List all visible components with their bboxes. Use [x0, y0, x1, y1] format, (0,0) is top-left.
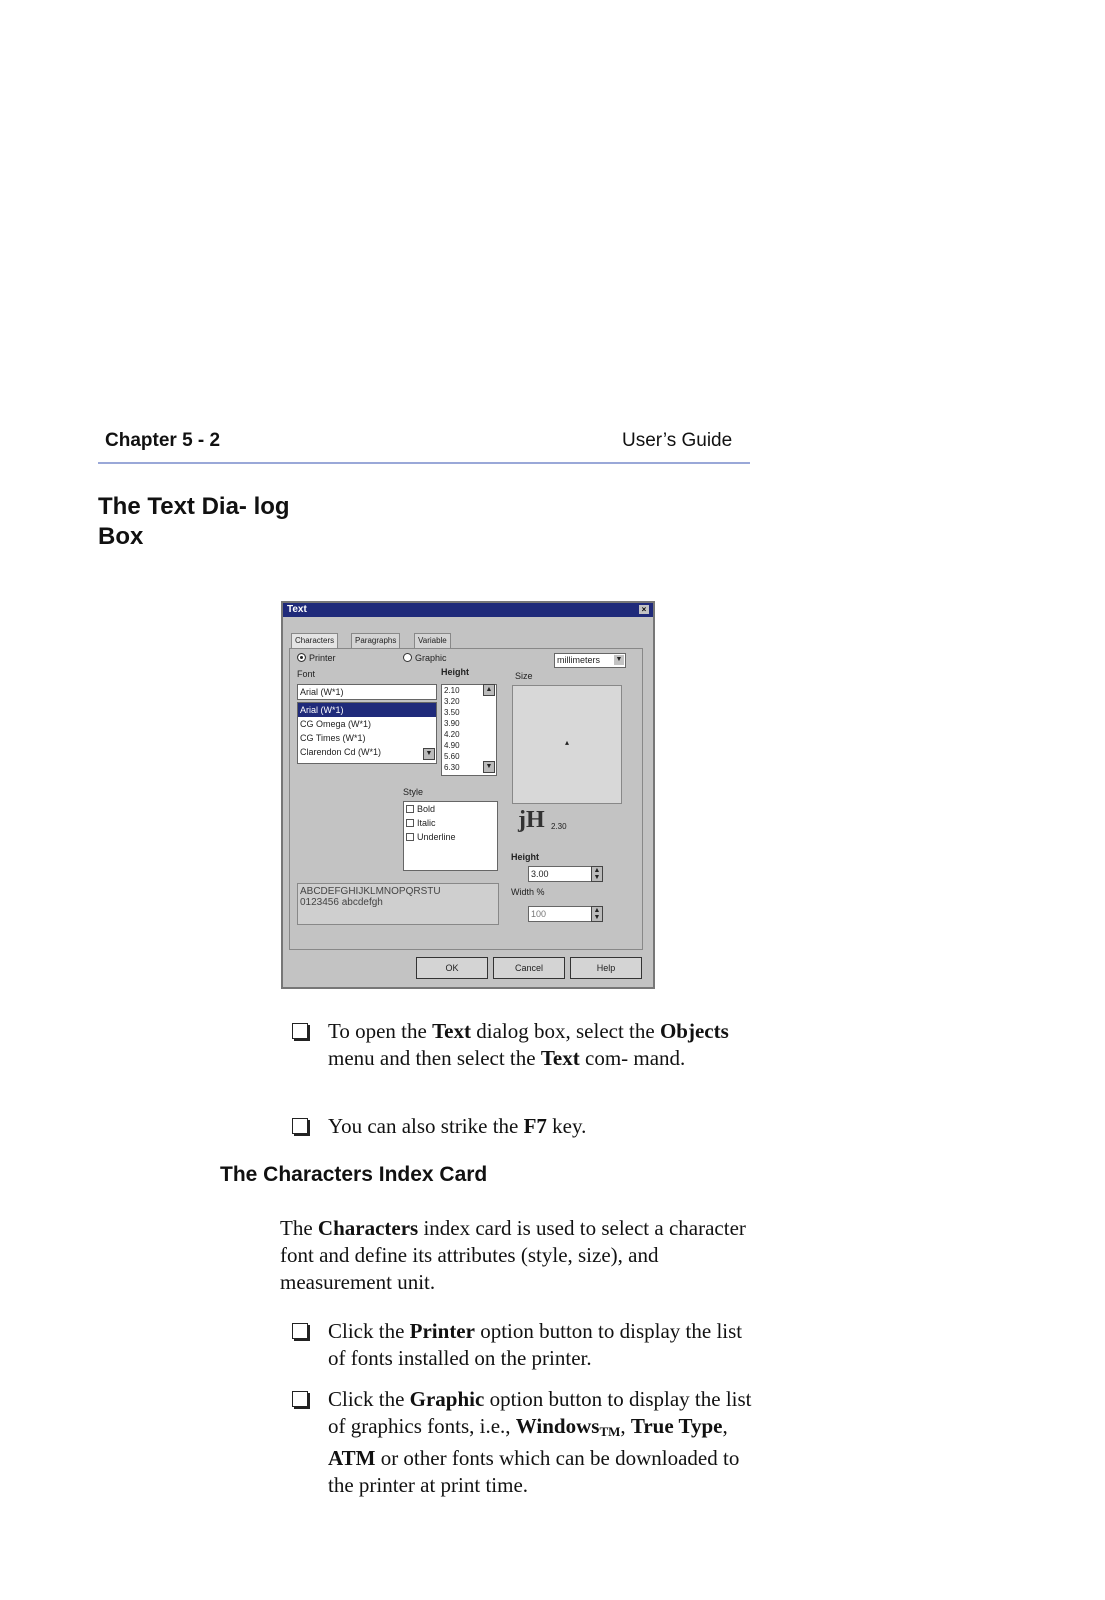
- height-field[interactable]: 3.00: [528, 866, 592, 882]
- bullet-open-dialog: [292, 1018, 762, 1072]
- italic-checkbox[interactable]: [406, 818, 495, 832]
- font-list-item[interactable]: CG Times (W*1): [300, 733, 366, 743]
- bullet-text: You can also strike the F7 key.: [328, 1114, 587, 1138]
- height-list-item[interactable]: 5.60: [444, 752, 460, 761]
- unit-select[interactable]: [554, 653, 626, 668]
- bullet-text: To open the Text dialog box, select the Objects menu and then select the Text com- mand.: [328, 1019, 729, 1070]
- italic-label: Italic: [417, 818, 436, 828]
- size-preview-box: [512, 685, 622, 804]
- checkbox-bullet-icon: [292, 1323, 308, 1339]
- size-label: Size: [515, 671, 533, 681]
- section-title: The Text Dia- log Box: [98, 493, 290, 550]
- sample-line-2: 0123456 abcdefgh: [300, 897, 383, 908]
- bullet-f7-key: [292, 1113, 762, 1140]
- header-rule: [98, 462, 750, 464]
- chapter-label: Chapter 5 - 2: [105, 430, 221, 451]
- graphic-radio[interactable]: [403, 653, 447, 663]
- style-list: [403, 801, 498, 871]
- bullet-graphic-option: [292, 1386, 762, 1499]
- cursor-icon: ▴: [565, 738, 570, 747]
- dialog-title: Text: [287, 604, 307, 615]
- font-label: Font: [297, 669, 316, 679]
- sample-text-box: [297, 883, 499, 925]
- chevron-down-icon[interactable]: ▼: [615, 656, 623, 663]
- characters-paragraph: The Characters index card is used to select a character font and define its attributes (style, size), and measurement unit.: [280, 1216, 746, 1294]
- tab-variable[interactable]: Variable: [414, 633, 451, 648]
- bullet-printer-option: [292, 1318, 762, 1372]
- printer-radio-label: Printer: [309, 653, 336, 663]
- height-list-item[interactable]: 3.20: [444, 697, 460, 706]
- font-scroll-down-icon[interactable]: ▼: [423, 748, 435, 760]
- guide-label: User’s Guide: [622, 430, 733, 451]
- radio-dot-icon: [297, 653, 306, 662]
- font-input[interactable]: Arial (W*1): [297, 684, 437, 700]
- text-dialog: [281, 601, 655, 989]
- bold-checkbox[interactable]: [406, 804, 495, 818]
- font-list-item[interactable]: CG Omega (W*1): [300, 719, 372, 729]
- height-scroll-up-icon[interactable]: ▲: [483, 684, 495, 696]
- graphic-radio-label: Graphic: [415, 653, 447, 663]
- subsection-title: The Characters Index Card: [220, 1163, 488, 1186]
- height-spinner-icon[interactable]: ▲ ▼: [591, 866, 603, 882]
- width-field[interactable]: 100: [528, 906, 592, 922]
- close-icon[interactable]: ×: [639, 605, 649, 614]
- underline-label: Underline: [417, 832, 456, 842]
- width-spinner-icon[interactable]: ▲ ▼: [591, 906, 603, 922]
- bullet-text: Click the Printer option button to display the list of fonts installed on the printer.: [328, 1319, 743, 1370]
- height-label: Height: [441, 667, 469, 677]
- sample-line-1: ABCDEFGHIJKLMNOPQRSTU: [300, 886, 441, 897]
- bold-label: Bold: [417, 804, 436, 814]
- checkbox-bullet-icon: [292, 1118, 308, 1134]
- height-list-item[interactable]: 3.50: [444, 708, 460, 717]
- tab-paragraphs[interactable]: Paragraphs: [351, 633, 400, 648]
- cancel-button[interactable]: Cancel: [493, 957, 565, 979]
- font-list[interactable]: [297, 702, 437, 764]
- checkbox-bullet-icon: [292, 1023, 308, 1039]
- width-field-label: Width %: [511, 887, 545, 897]
- height-scroll-down-icon[interactable]: ▼: [483, 761, 495, 773]
- preview-sample: jH: [518, 807, 545, 833]
- style-label: Style: [403, 787, 424, 797]
- unit-select-value: millimeters: [557, 655, 601, 665]
- bullet-text: Click the Graphic option button to display the list of graphics fonts, i.e., Windows$_{TM}$, True Type, ATM or other fonts which can be downloaded to the printer at print time.: [328, 1387, 752, 1497]
- tab-characters[interactable]: Characters: [291, 633, 338, 648]
- height-list-item[interactable]: 2.10: [444, 686, 460, 695]
- checkbox-bullet-icon: [292, 1391, 308, 1407]
- printer-radio[interactable]: [297, 653, 336, 663]
- dialog-titlebar: [283, 603, 653, 617]
- height-list-item[interactable]: 6.30: [444, 763, 460, 772]
- height-list-item[interactable]: 4.90: [444, 741, 460, 750]
- height-list-item[interactable]: 4.20: [444, 730, 460, 739]
- font-list-item[interactable]: Clarendon Cd (W*1): [300, 747, 382, 757]
- radio-empty-icon: [403, 653, 412, 662]
- height-list-item[interactable]: 3.90: [444, 719, 460, 728]
- preview-size: 2.30: [551, 822, 567, 831]
- help-button[interactable]: Help: [570, 957, 642, 979]
- height-field-label: Height: [511, 852, 539, 862]
- ok-button[interactable]: OK: [416, 957, 488, 979]
- font-list-item[interactable]: Arial (W*1): [298, 703, 436, 717]
- underline-checkbox[interactable]: [406, 832, 495, 846]
